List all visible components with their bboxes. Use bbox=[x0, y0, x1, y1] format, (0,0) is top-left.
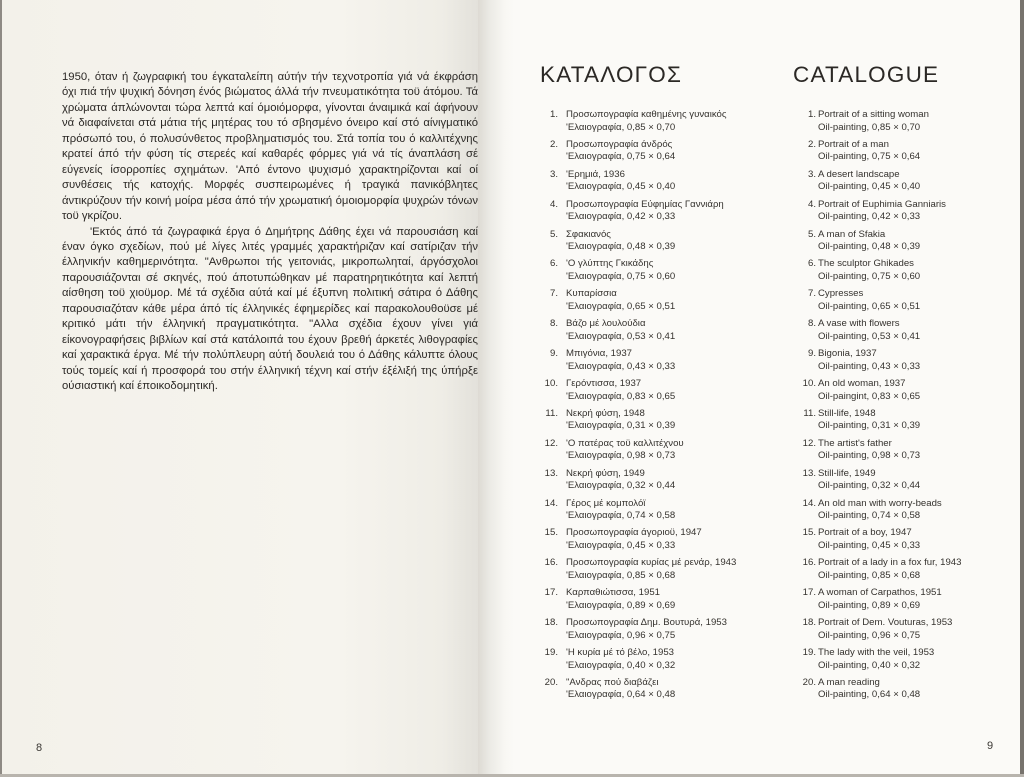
catalogue-item bbox=[546, 199, 786, 229]
catalogue-item bbox=[798, 229, 1008, 259]
catalogue-item bbox=[546, 468, 786, 498]
catalogue-item-medium: Oil-painting, 0,89 × 0,69 bbox=[818, 599, 921, 611]
catalogue-item-number: 6. bbox=[807, 258, 816, 270]
catalogue-item bbox=[546, 408, 786, 438]
catalogue-item-number: 17. bbox=[544, 587, 558, 599]
catalogue-item-medium: 'Ελαιογραφία, 0,75 × 0,60 bbox=[566, 270, 676, 282]
catalogue-item bbox=[546, 378, 786, 408]
catalogue-list-greek bbox=[546, 109, 786, 707]
catalogue-item-title: An old woman, 1937 bbox=[818, 378, 906, 390]
catalogue-item-number: 18. bbox=[802, 617, 816, 629]
catalogue-item-title: A man reading bbox=[818, 676, 880, 688]
catalogue-item bbox=[546, 498, 786, 528]
catalogue-item-number: 12. bbox=[802, 437, 816, 449]
catalogue-item bbox=[798, 169, 1008, 199]
catalogue-item bbox=[798, 139, 1008, 169]
catalogue-item-title: Νεκρή φύση, 1949 bbox=[566, 467, 645, 479]
catalogue-item-medium: 'Ελαιογραφία, 0,32 × 0,44 bbox=[566, 480, 676, 492]
essay-text bbox=[62, 70, 478, 395]
catalogue-item bbox=[798, 468, 1008, 498]
catalogue-item-title: Γερόντισσα, 1937 bbox=[566, 378, 642, 390]
catalogue-item-medium: 'Ελαιογραφία, 0,40 × 0,32 bbox=[566, 659, 676, 671]
catalogue-item bbox=[546, 258, 786, 288]
catalogue-item-number: 15. bbox=[802, 527, 816, 539]
catalogue-item-medium: Oil-painting, 0,85 × 0,68 bbox=[818, 569, 921, 581]
catalogue-item bbox=[798, 647, 1008, 677]
catalogue-item-number: 19. bbox=[802, 647, 816, 659]
catalogue-item-title: Μπιγόνια, 1937 bbox=[566, 348, 633, 360]
catalogue-item-medium: Oil-painting, 0,74 × 0,58 bbox=[818, 510, 921, 522]
catalogue-item-medium: Oil-painting, 0,31 × 0,39 bbox=[818, 420, 921, 432]
catalogue-item-title: Portrait of a man bbox=[818, 138, 889, 150]
catalogue-item-number: 9. bbox=[549, 348, 558, 360]
catalogue-item-title: Προσωπογραφία καθημένης γυναικός bbox=[566, 109, 727, 120]
catalogue-item bbox=[798, 378, 1008, 408]
catalogue-item-medium: Oil-painting, 0,75 × 0,60 bbox=[818, 270, 921, 282]
catalogue-item bbox=[798, 199, 1008, 229]
catalogue-item-title: Portrait of a lady in a fox fur, 1943 bbox=[818, 557, 962, 569]
catalogue-item-medium: Oil-painting, 0,48 × 0,39 bbox=[818, 241, 921, 253]
catalogue-item-title: "Ανδρας πού διαβάζει bbox=[566, 676, 659, 688]
catalogue-item-title: Καρπαθιώτισσα, 1951 bbox=[566, 587, 660, 599]
catalogue-item-number: 16. bbox=[544, 557, 558, 569]
catalogue-item-number: 11. bbox=[803, 407, 816, 419]
catalogue-item-title: Προσωπογραφία κυρίας μέ ρενάρ, 1943 bbox=[566, 557, 737, 569]
catalogue-item-medium: 'Ελαιογραφία, 0,85 × 0,68 bbox=[566, 569, 676, 581]
catalogue-item-medium: 'Ελαιογραφία, 0,31 × 0,39 bbox=[566, 420, 676, 432]
catalogue-item bbox=[798, 527, 1008, 557]
catalogue-item bbox=[798, 318, 1008, 348]
catalogue-item-title: A vase with flowers bbox=[818, 318, 900, 330]
catalogue-item bbox=[546, 288, 786, 318]
catalogue-item bbox=[546, 527, 786, 557]
catalogue-item bbox=[546, 617, 786, 647]
catalogue-item-title: The artist's father bbox=[818, 437, 892, 449]
catalogue-item-number: 17. bbox=[802, 587, 816, 599]
catalogue-item-title: Βάζο μέ λουλούδια bbox=[566, 318, 646, 330]
catalogue-item-medium: 'Ελαιογραφία, 0,65 × 0,51 bbox=[566, 300, 676, 312]
catalogue-item-number: 9. bbox=[807, 348, 816, 360]
catalogue-item-title: Γέρος μέ κομπολόϊ bbox=[566, 497, 646, 509]
essay-paragraph-1: 1950, όταν ή ζωγραφική του έγκαταλείπη αύτήν τήν τεχνοτροπία γιά νά έκφράση όχι πιά τήν ψυχική δόνηση ένός βιώματος άλλά τήν πνευματικότητα τοϋ άτόμου. Τά χρώματα άπλώνονται τώρα λεπτά καί όμοιόμορφα, γίνονται άναιμικά καί άφήνουν νά διαφαίνεται στά μάτια τής μητέρας του τό σβησμένο όνειρο καί στό αίνιγματικό πρόσωπό του, ό πολυσύνθετος προβληματισμός του. Στά τοπία του ό καλλιτέχνης κρατεί άπό τήν φύση τίς στερεές καί καθαρές φόρμες γιά νά τίς άναπλάση σέ εύγενείς ίσορροπίες σχημάτων. 'Από έντονο ψυχισμό χαρακτηρίζονται καί οί συνθέσεις τής κατοχής. Μορφές συσπειρωμένες ή τραγικά πανικόβλητες άντικρύζουν τήν κοινή μοίρα μέσα άπό τήν χρωματική όμοιομορφία ψυχρών τόνων τοϋ γκρίζου. bbox=[62, 71, 478, 223]
catalogue-item-medium: 'Ελαιογραφία, 0,83 × 0,65 bbox=[566, 390, 676, 402]
catalogue-item-title: Still-life, 1948 bbox=[818, 407, 876, 419]
book-spine-shadow bbox=[478, 0, 514, 777]
catalogue-item bbox=[798, 348, 1008, 378]
catalogue-item-medium: 'Ελαιογραφία, 0,64 × 0,48 bbox=[566, 689, 676, 701]
catalogue-item bbox=[546, 169, 786, 199]
catalogue-item-medium: Oil-painting, 0,64 × 0,48 bbox=[818, 689, 921, 701]
catalogue-item-number: 20. bbox=[802, 676, 816, 688]
catalogue-list-english bbox=[798, 109, 1008, 707]
catalogue-item bbox=[546, 318, 786, 348]
catalogue-item bbox=[546, 438, 786, 468]
catalogue-item-medium: Oil-painting, 0,65 × 0,51 bbox=[818, 300, 921, 312]
catalogue-item-number: 4. bbox=[807, 198, 816, 210]
catalogue-item-title: 'Ερημιά, 1936 bbox=[566, 168, 625, 180]
catalogue-item-title: Cypresses bbox=[818, 288, 864, 300]
catalogue-item-title: Portrait of Dem. Vouturas, 1953 bbox=[818, 617, 953, 629]
catalogue-item-title: A woman of Carpathos, 1951 bbox=[818, 587, 942, 599]
catalogue-item bbox=[798, 109, 1008, 139]
catalogue-item-number: 19. bbox=[544, 647, 558, 659]
catalogue-item bbox=[546, 677, 786, 707]
catalogue-item-medium: Oil-painting, 0,96 × 0,75 bbox=[818, 629, 921, 641]
catalogue-item-number: 14. bbox=[544, 497, 558, 509]
page-number-right: 9 bbox=[987, 740, 994, 752]
catalogue-item-title: An old man with worry-beads bbox=[818, 497, 942, 509]
catalogue-item bbox=[798, 438, 1008, 468]
catalogue-item-title: Portrait of a sitting woman bbox=[818, 109, 929, 120]
catalogue-item bbox=[798, 498, 1008, 528]
catalogue-item-number: 13. bbox=[544, 467, 558, 479]
catalogue-item bbox=[798, 408, 1008, 438]
catalogue-item-number: 14. bbox=[802, 497, 816, 509]
catalogue-item bbox=[546, 139, 786, 169]
catalogue-item-medium: 'Ελαιογραφία, 0,74 × 0,58 bbox=[566, 510, 676, 522]
catalogue-item-medium: 'Ελαιογραφία, 0,45 × 0,40 bbox=[566, 181, 676, 193]
catalogue-item bbox=[798, 587, 1008, 617]
catalogue-item-number: 18. bbox=[544, 617, 558, 629]
catalogue-item bbox=[798, 557, 1008, 587]
catalogue-item-title: Προσωπογραφία Εύφημίας Γαννιάρη bbox=[566, 198, 724, 210]
catalogue-item-medium: Oil-painting, 0,32 × 0,44 bbox=[818, 480, 921, 492]
catalogue-item-number: 10. bbox=[802, 378, 816, 390]
essay-paragraph-2: 'Εκτός άπό τά ζωγραφικά έργα ό Δημήτρης Δάθης έχει νά παρουσιάση καί έναν όγκο σχεδίων, πού μέ λίγες λιτές γραμμές χαρακτήριζαν καί σατίριζαν τήν έλληνικήν καθημερινότητα. "Ανθρωποι τής γειτονιάς, μικροπωληταί, άργόσχολοι παρουσιάζονται σέ σκηνές, πού άποτυπώθηκαν μέ παρατηρητικότητα καί λεπτή αίσθηση τοϋ χιοϋμορ. Μέ τά σχέδια αύτά καί μέ έξυπνη πολιτική σάτιρα ό Δάθης παρουσιαζόταν κάθε μέρα άπό τίς έλληνικές έφημερίδες καί παρακολουθοϋσε μέ κριτικό μάτι τήν έλληνική πραγματικότητα. "Αλλα σχέδια έχουν γίνει γιά είκονογραφήσεις βιβλίων καί στά κατάλοιπά του έχουν βρεθή άρκετές λιθογραφίες καί χαρακτικά έργα. Μέ τήν πολύπλευρη αύτή δουλειά του ό Δάθης κάλυπτε όλους τούς τομείς καί ή προσφορά του στήν έλληνική τέχνη καί στήν έξέλιξή της ύπήρξε ούσιαστική καί έποικοδομητική. bbox=[62, 225, 478, 393]
catalogue-item-number: 15. bbox=[544, 527, 558, 539]
catalogue-item-title: Προσωπογραφία άγοριοϋ, 1947 bbox=[566, 527, 702, 539]
catalogue-item bbox=[546, 587, 786, 617]
catalogue-item-number: 1. bbox=[807, 109, 816, 120]
catalogue-item-title: Προσωπογραφία Δημ. Βουτυρά, 1953 bbox=[566, 617, 727, 629]
catalogue-item-title: 'Ο πατέρας τοϋ καλλιτέχνου bbox=[566, 437, 684, 449]
catalogue-item-number: 3. bbox=[549, 168, 558, 180]
catalogue-item bbox=[798, 617, 1008, 647]
left-page bbox=[0, 0, 480, 777]
catalogue-item-medium: 'Ελαιογραφία, 0,85 × 0,70 bbox=[566, 121, 676, 133]
catalogue-item bbox=[546, 647, 786, 677]
catalogue-item-medium: Oil-painting, 0,98 × 0,73 bbox=[818, 450, 921, 462]
catalogue-title-greek: ΚΑΤΑΛΟΓΟΣ bbox=[540, 62, 683, 87]
catalogue-item-title: Νεκρή φύση, 1948 bbox=[566, 407, 645, 419]
catalogue-item-title: Bigonia, 1937 bbox=[818, 348, 877, 360]
catalogue-item-medium: 'Ελαιογραφία, 0,75 × 0,64 bbox=[566, 151, 676, 163]
catalogue-item-number: 12. bbox=[544, 437, 558, 449]
catalogue-item-title: A desert landscape bbox=[818, 168, 900, 180]
catalogue-item-number: 13. bbox=[802, 467, 816, 479]
catalogue-item-medium: 'Ελαιογραφία, 0,45 × 0,33 bbox=[566, 539, 676, 551]
catalogue-item-title: A man of Sfakia bbox=[818, 228, 886, 240]
catalogue-item-number: 4. bbox=[549, 198, 558, 210]
catalogue-item-title: Still-life, 1949 bbox=[818, 467, 876, 479]
catalogue-item-medium: Oil-painting, 0,75 × 0,64 bbox=[818, 151, 921, 163]
catalogue-item-number: 8. bbox=[807, 318, 816, 330]
catalogue-item-number: 7. bbox=[807, 288, 816, 300]
catalogue-item-medium: 'Ελαιογραφία, 0,42 × 0,33 bbox=[566, 211, 676, 223]
catalogue-item-title: Portrait of Euphimia Ganniaris bbox=[818, 198, 946, 210]
catalogue-item-number: 2. bbox=[549, 138, 558, 150]
catalogue-item-title: Προσωπογραφία άνδρός bbox=[566, 138, 673, 150]
catalogue-item bbox=[798, 677, 1008, 707]
catalogue-item-medium: 'Ελαιογραφία, 0,43 × 0,33 bbox=[566, 360, 676, 372]
catalogue-item-medium: Oil-painting, 0,45 × 0,40 bbox=[818, 181, 921, 193]
catalogue-item-title: 'Η κυρία μέ τό βέλο, 1953 bbox=[566, 647, 674, 659]
catalogue-item bbox=[546, 229, 786, 259]
page-number-left: 8 bbox=[36, 742, 43, 754]
catalogue-item-medium: Oil-painting, 0,43 × 0,33 bbox=[818, 360, 921, 372]
catalogue-item-medium: Oil-painting, 0,42 × 0,33 bbox=[818, 211, 921, 223]
catalogue-item-number: 7. bbox=[549, 288, 558, 300]
catalogue-item-medium: 'Ελαιογραφία, 0,96 × 0,75 bbox=[566, 629, 676, 641]
catalogue-title-english: CATALOGUE bbox=[793, 62, 940, 87]
catalogue-item-number: 5. bbox=[807, 228, 816, 240]
catalogue-item-title: Σφακιανός bbox=[566, 228, 611, 240]
catalogue-item-number: 16. bbox=[802, 557, 816, 569]
catalogue-item-title: 'Ο γλύπτης Γκικάδης bbox=[566, 258, 654, 270]
catalogue-item bbox=[546, 557, 786, 587]
catalogue-item-medium: Oil-painting, 0,85 × 0,70 bbox=[818, 121, 921, 133]
catalogue-item-number: 6. bbox=[549, 258, 558, 270]
catalogue-item-medium: 'Ελαιογραφία, 0,89 × 0,69 bbox=[566, 599, 676, 611]
catalogue-item-number: 11. bbox=[545, 407, 558, 419]
catalogue-item-medium: Oil-painting, 0,40 × 0,32 bbox=[818, 659, 921, 671]
catalogue-item-number: 10. bbox=[544, 378, 558, 390]
catalogue-item bbox=[798, 258, 1008, 288]
catalogue-item-title: Κυπαρίσσια bbox=[566, 288, 617, 300]
catalogue-item-title: The lady with the veil, 1953 bbox=[818, 647, 935, 659]
catalogue-item-number: 5. bbox=[549, 228, 558, 240]
catalogue-item bbox=[546, 348, 786, 378]
catalogue-item bbox=[798, 288, 1008, 318]
catalogue-item-number: 8. bbox=[549, 318, 558, 330]
catalogue-item bbox=[546, 109, 786, 139]
catalogue-item-number: 3. bbox=[807, 168, 816, 180]
catalogue-item-medium: 'Ελαιογραφία, 0,48 × 0,39 bbox=[566, 241, 676, 253]
catalogue-item-number: 20. bbox=[544, 676, 558, 688]
catalogue-item-title: The sculptor Ghikades bbox=[818, 258, 914, 270]
catalogue-item-title: Portrait of a boy, 1947 bbox=[818, 527, 912, 539]
catalogue-item-medium: 'Ελαιογραφία, 0,98 × 0,73 bbox=[566, 450, 676, 462]
catalogue-item-medium: 'Ελαιογραφία, 0,53 × 0,41 bbox=[566, 330, 676, 342]
catalogue-item-medium: Oil-paingint, 0,83 × 0,65 bbox=[818, 390, 921, 402]
catalogue-item-medium: Oil-painting, 0,45 × 0,33 bbox=[818, 539, 921, 551]
catalogue-item-number: 2. bbox=[807, 138, 816, 150]
catalogue-item-medium: Oil-painting, 0,53 × 0,41 bbox=[818, 330, 921, 342]
catalogue-item-number: 1. bbox=[549, 109, 558, 120]
